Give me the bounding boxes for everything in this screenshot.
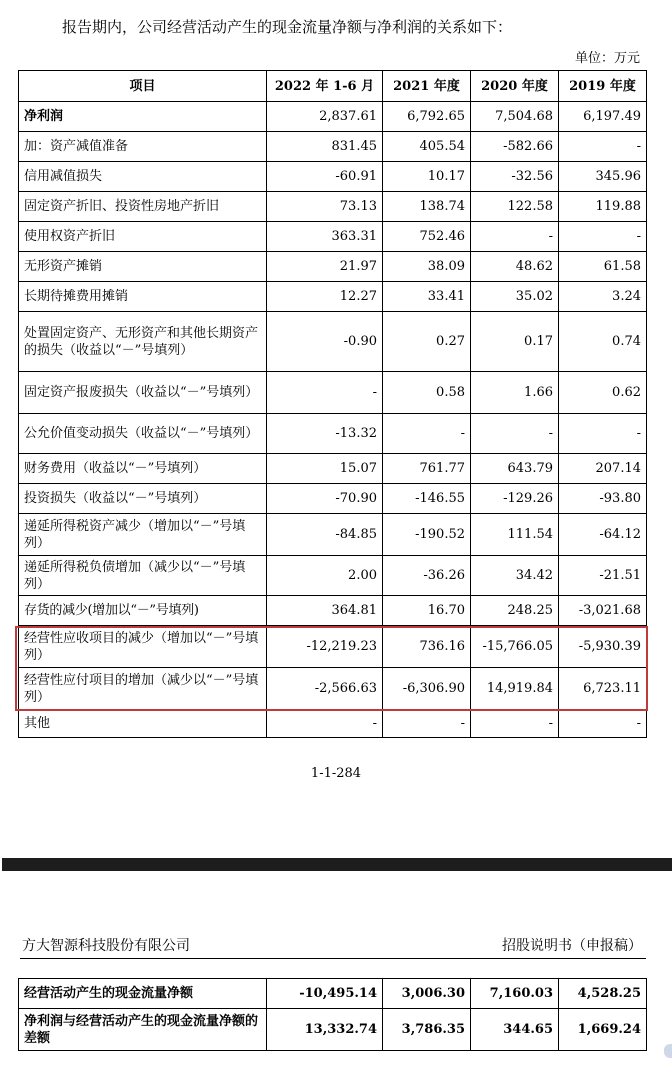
cell-value: 6,792.65 <box>383 102 471 132</box>
cell-value: 38.09 <box>383 252 471 282</box>
row-label: 加：资产减值准备 <box>19 132 267 162</box>
cell-value: 3,786.35 <box>383 1009 471 1051</box>
row-label: 净利润 <box>19 102 267 132</box>
table-row <box>19 668 647 710</box>
header-rule <box>20 958 646 959</box>
cell-value: -6,306.90 <box>383 668 471 710</box>
table-row <box>19 222 647 252</box>
cell-value: -70.90 <box>267 484 383 514</box>
cell-value: 3,006.30 <box>383 979 471 1009</box>
cell-value: 122.58 <box>471 192 559 222</box>
row-label: 信用减值损失 <box>19 162 267 192</box>
cell-value: 61.58 <box>559 252 647 282</box>
cell-value: -64.12 <box>559 514 647 556</box>
cell-value: 0.58 <box>383 372 471 414</box>
cell-value: - <box>267 372 383 414</box>
cell-value: 73.13 <box>267 192 383 222</box>
row-label: 公允价值变动损失（收益以“－”号填列） <box>19 414 267 454</box>
row-label: 投资损失（收益以“－”号填列） <box>19 484 267 514</box>
cell-value: -93.80 <box>559 484 647 514</box>
row-label: 递延所得税负债增加（减少以“－”号填列） <box>19 556 267 596</box>
row-label: 固定资产折旧、投资性房地产折旧 <box>19 192 267 222</box>
row-label: 经营活动产生的现金流量净额 <box>19 979 267 1009</box>
cell-value: - <box>559 222 647 252</box>
table-row <box>19 192 647 222</box>
cell-value: -32.56 <box>471 162 559 192</box>
table-row <box>19 162 647 192</box>
cell-value: 6,723.11 <box>559 668 647 710</box>
cell-value: -21.51 <box>559 556 647 596</box>
cell-value: 7,504.68 <box>471 102 559 132</box>
cell-value: -5,930.39 <box>559 626 647 668</box>
intro-text: 报告期内，公司经营活动产生的现金流量净额与净利润的关系如下： <box>62 18 513 36</box>
cell-value: -15,766.05 <box>471 626 559 668</box>
cell-value: 344.65 <box>471 1009 559 1051</box>
col-header-2022h1: 2022 年 1-6 月 <box>267 71 383 102</box>
cell-value: 248.25 <box>471 596 559 626</box>
company-name: 方大智源科技股份有限公司 <box>22 938 190 954</box>
row-label: 无形资产摊销 <box>19 252 267 282</box>
cell-value: 363.31 <box>267 222 383 252</box>
row-label: 存货的减少(增加以“－”号填列) <box>19 596 267 626</box>
table-row <box>19 282 647 312</box>
cell-value: -0.90 <box>267 312 383 372</box>
cell-value: 119.88 <box>559 192 647 222</box>
cell-value: - <box>559 414 647 454</box>
table-row <box>19 1009 647 1051</box>
cell-value: -84.85 <box>267 514 383 556</box>
cell-value: 405.54 <box>383 132 471 162</box>
table-row <box>19 556 647 596</box>
cell-value: 364.81 <box>267 596 383 626</box>
row-label: 递延所得税资产减少（增加以“－”号填列） <box>19 514 267 556</box>
row-label: 经营性应收项目的减少（增加以“－”号填列） <box>19 626 267 668</box>
cell-value: 15.07 <box>267 454 383 484</box>
cell-value: 13,332.74 <box>267 1009 383 1051</box>
cell-value: 207.14 <box>559 454 647 484</box>
col-header-2021: 2021 年度 <box>383 71 471 102</box>
table-row <box>19 102 647 132</box>
page-edge-tab <box>664 1044 672 1058</box>
cell-value: 761.77 <box>383 454 471 484</box>
cell-value: - <box>471 222 559 252</box>
cell-value: 14,919.84 <box>471 668 559 710</box>
cell-value: 48.62 <box>471 252 559 282</box>
cell-value: 33.41 <box>383 282 471 312</box>
cell-value: - <box>383 710 471 738</box>
table-row <box>19 979 647 1009</box>
page-divider <box>2 858 672 871</box>
row-label: 使用权资产折旧 <box>19 222 267 252</box>
cell-value: - <box>559 710 647 738</box>
cell-value: -146.55 <box>383 484 471 514</box>
cell-value: 16.70 <box>383 596 471 626</box>
table-row <box>19 252 647 282</box>
cell-value: 4,528.25 <box>559 979 647 1009</box>
document-title: 招股说明书（申报稿） <box>502 938 642 954</box>
col-header-2020: 2020 年度 <box>471 71 559 102</box>
cell-value: 736.16 <box>383 626 471 668</box>
cell-value: 12.27 <box>267 282 383 312</box>
table-row <box>19 514 647 556</box>
table-row <box>19 626 647 668</box>
cell-value: 3.24 <box>559 282 647 312</box>
cell-value: - <box>559 132 647 162</box>
cashflow-reconciliation-table <box>18 70 647 738</box>
row-label: 固定资产报废损失（收益以“－”号填列） <box>19 372 267 414</box>
cell-value: -129.26 <box>471 484 559 514</box>
cell-value: 1,669.24 <box>559 1009 647 1051</box>
cell-value: 1.66 <box>471 372 559 414</box>
cell-value: 0.74 <box>559 312 647 372</box>
page-number: 1-1-284 <box>310 766 362 781</box>
cell-value: -2,566.63 <box>267 668 383 710</box>
cell-value: 35.02 <box>471 282 559 312</box>
table-row <box>19 596 647 626</box>
cell-value: -13.32 <box>267 414 383 454</box>
cell-value: 2.00 <box>267 556 383 596</box>
cell-value: 0.17 <box>471 312 559 372</box>
cell-value: 138.74 <box>383 192 471 222</box>
cell-value: - <box>471 414 559 454</box>
cell-value: 643.79 <box>471 454 559 484</box>
table-row <box>19 454 647 484</box>
cell-value: 7,160.03 <box>471 979 559 1009</box>
cashflow-summary-table <box>18 978 647 1051</box>
row-label: 处置固定资产、无形资产和其他长期资产的损失（收益以“－”号填列） <box>19 312 267 372</box>
table-row <box>19 132 647 162</box>
cell-value: -10,495.14 <box>267 979 383 1009</box>
cell-value: - <box>383 414 471 454</box>
table-row <box>19 484 647 514</box>
cell-value: 34.42 <box>471 556 559 596</box>
unit-label: 单位：万元 <box>574 51 640 66</box>
cell-value: 0.62 <box>559 372 647 414</box>
cell-value: 0.27 <box>383 312 471 372</box>
table-row <box>19 372 647 414</box>
table-row <box>19 414 647 454</box>
table-row <box>19 710 647 738</box>
row-label: 净利润与经营活动产生的现金流量净额的差额 <box>19 1009 267 1051</box>
cell-value: 111.54 <box>471 514 559 556</box>
cell-value: -582.66 <box>471 132 559 162</box>
table-header-row <box>19 71 647 102</box>
cell-value: - <box>471 710 559 738</box>
cell-value: -3,021.68 <box>559 596 647 626</box>
cell-value: 345.96 <box>559 162 647 192</box>
col-header-item: 项目 <box>19 71 267 102</box>
cell-value: 2,837.61 <box>267 102 383 132</box>
cell-value: 752.46 <box>383 222 471 252</box>
cell-value: 6,197.49 <box>559 102 647 132</box>
row-label: 财务费用（收益以“－”号填列） <box>19 454 267 484</box>
cell-value: -12,219.23 <box>267 626 383 668</box>
col-header-2019: 2019 年度 <box>559 71 647 102</box>
cell-value: -36.26 <box>383 556 471 596</box>
cell-value: - <box>267 710 383 738</box>
cell-value: 10.17 <box>383 162 471 192</box>
row-label: 其他 <box>19 710 267 738</box>
row-label: 长期待摊费用摊销 <box>19 282 267 312</box>
cell-value: 831.45 <box>267 132 383 162</box>
cell-value: -190.52 <box>383 514 471 556</box>
table-row <box>19 312 647 372</box>
row-label: 经营性应付项目的增加（减少以“－”号填列） <box>19 668 267 710</box>
cell-value: -60.91 <box>267 162 383 192</box>
cell-value: 21.97 <box>267 252 383 282</box>
